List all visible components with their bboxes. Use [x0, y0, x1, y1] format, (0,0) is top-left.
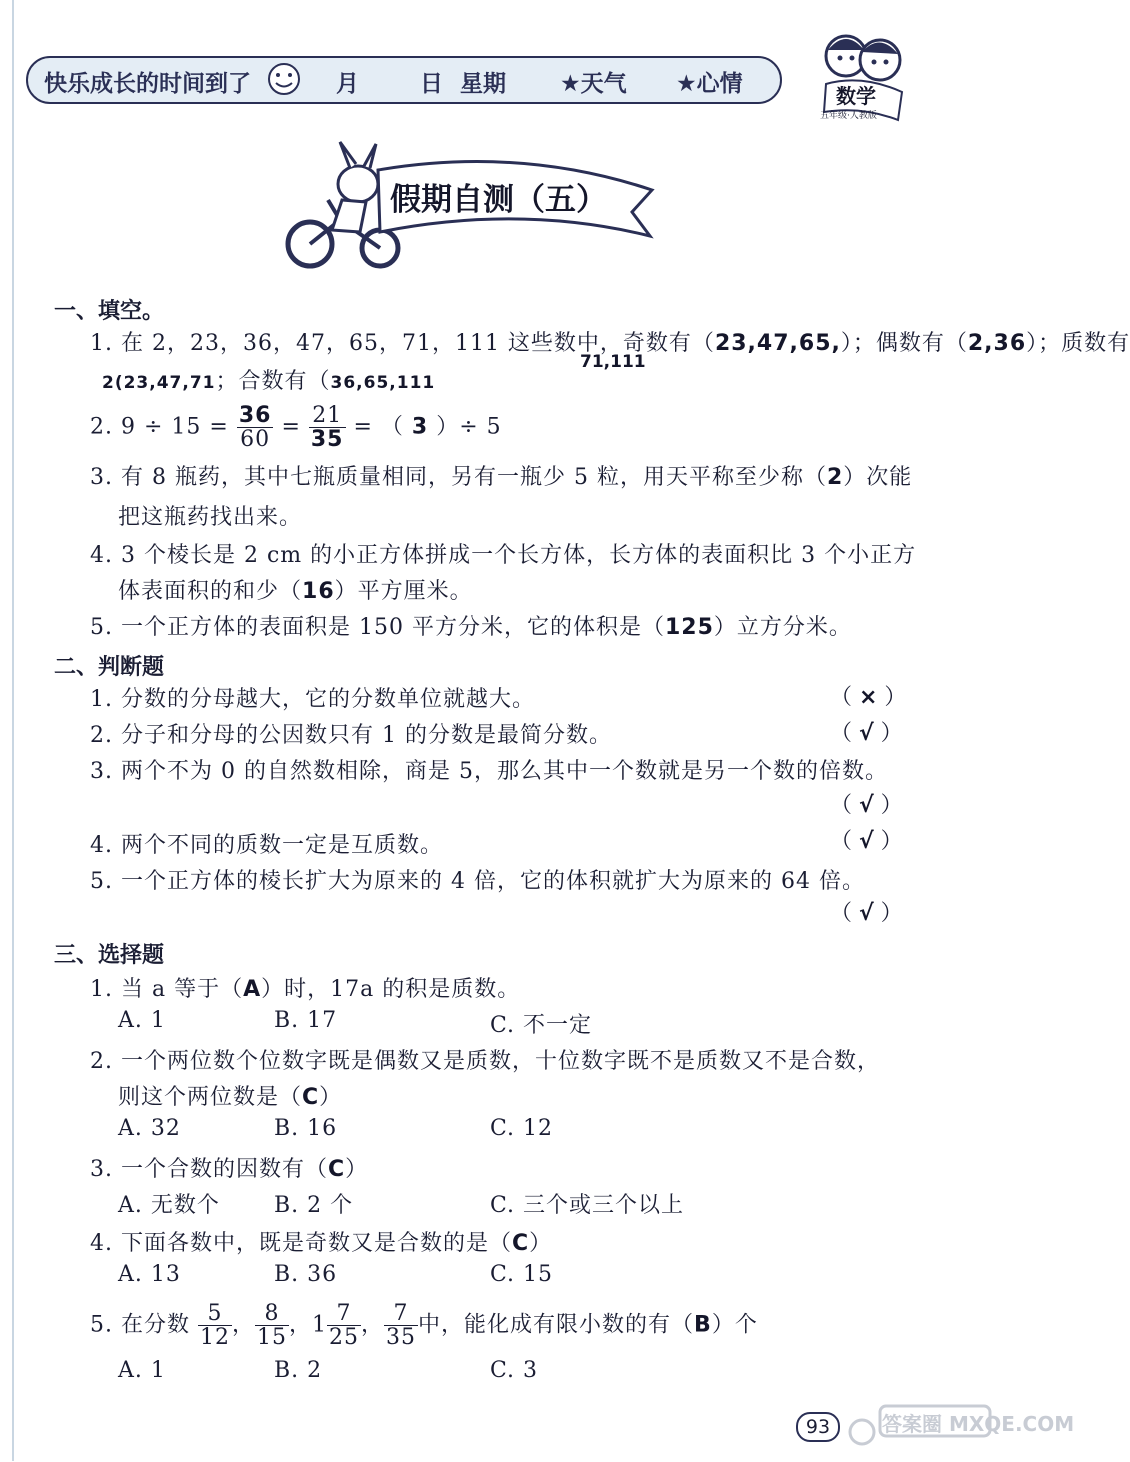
fill-q1-text-c: ）；质数有 — [1026, 331, 1130, 356]
page-edge-rule — [12, 0, 14, 1461]
judge-item-2-mark: √ — [859, 721, 874, 746]
fill-q2-tail: ÷ 5 — [459, 414, 502, 440]
choice-q1-answer: A — [243, 977, 262, 1002]
choice-q2-line2 — [118, 1080, 342, 1111]
choice-q3-option-c: C. 三个或三个以上 — [490, 1193, 685, 1218]
section-choice-heading: 三、选择题 — [54, 943, 165, 968]
choice-q5-fraction-1 — [198, 1302, 232, 1349]
banner-text: 快乐成长的时间到了 — [44, 71, 251, 97]
judge-item-1-text: 1. 分数的分母越大，它的分数单位就越大。 — [90, 687, 535, 712]
subject-subtitle: 五年级·人教版 — [820, 111, 877, 121]
fill-q4-text-a: 体表面积的和少（ — [118, 579, 303, 604]
fill-q3-line1 — [90, 460, 912, 491]
fill-q5-answer: 125 — [664, 615, 714, 640]
section-fill-heading: 一、填空。 — [54, 299, 165, 324]
page-title: 假期自测（五） — [390, 182, 607, 218]
choice-q5-text-b: 中，能化成有限小数的有（ — [418, 1312, 695, 1338]
subject-title: 数学 — [836, 84, 876, 108]
fill-q1-odd-answer: 23,47,65, — [714, 331, 841, 356]
choice-q3 — [90, 1152, 368, 1183]
choice-q2-option-c: C. 12 — [490, 1116, 554, 1141]
fill-q2-num1: 36 — [238, 403, 272, 428]
judge-item-2-answer: （ √ ） — [830, 721, 903, 746]
fill-q1-even-answer: 2,36 — [967, 331, 1027, 356]
choice-q5-text-c: ）个 — [711, 1312, 758, 1338]
weekday-label: 星期 — [460, 71, 506, 97]
fill-q2-den1: 60 — [240, 427, 271, 453]
choice-q4-answer: C — [512, 1231, 530, 1256]
fill-q4-answer: 16 — [302, 579, 335, 604]
choice-q5-f4-den: 35 — [386, 1325, 417, 1351]
choice-q2-option-a: A. 32 — [118, 1116, 181, 1141]
fill-q2-fraction-2 — [309, 404, 346, 451]
choice-q1-text-b: ）时，17a 的积是质数。 — [261, 977, 521, 1002]
choice-q1 — [90, 972, 520, 1003]
choice-q3-answer: C — [327, 1157, 346, 1182]
choice-q5-option-c: C. 3 — [490, 1358, 539, 1383]
fill-q1-text-d: ；合数有（ — [215, 369, 331, 394]
fill-q4-line2 — [118, 574, 473, 605]
fill-q2: 2. 9 ÷ 15 = $\frac{36}{60}$ = $\frac{21}{35}$ = （ 3 ）÷ 5 — [90, 403, 502, 453]
judge-item-3-answer: （ √ ） — [830, 793, 903, 818]
judge-item-5-mark: √ — [859, 901, 874, 926]
choice-q5-f2-num: 8 — [255, 1302, 289, 1326]
smiley-icon — [264, 60, 304, 104]
choice-q4-option-c: C. 15 — [490, 1262, 554, 1287]
choice-q1-text-a: 1. 当 a 等于（ — [90, 977, 244, 1002]
choice-q5-fraction-3 — [327, 1302, 361, 1349]
fill-q5-text-b: ）立方分米。 — [713, 615, 852, 640]
choice-q2-option-b: B. 16 — [274, 1116, 338, 1141]
judge-item-2-text: 2. 分子和分母的公因数只有 1 的分数是最简分数。 — [90, 723, 612, 748]
choice-q4-option-a: A. 13 — [118, 1262, 181, 1287]
choice-q5-f1-den: 12 — [199, 1325, 230, 1351]
watermark-text: 答案圈 MXQE.COM — [882, 1412, 1075, 1436]
header-banner — [26, 56, 782, 104]
choice-q2-line1: 2. 一个两位数个位数字既是偶数又是质数，十位数字既不是质数又不是合数， — [90, 1049, 880, 1074]
fill-q3-line2: 把这瓶药找出来。 — [118, 505, 303, 530]
section-judge-heading: 二、判断题 — [54, 655, 165, 680]
fill-q1-composite-answer: 36,65,111 — [330, 373, 436, 393]
choice-q2-text-a: 则这个两位数是（ — [118, 1085, 303, 1110]
judge-item-5-text: 5. 一个正方体的棱长扩大为原来的 4 倍，它的体积就扩大为原来的 64 倍。 — [90, 869, 865, 894]
choice-q5-answer: B — [694, 1312, 712, 1338]
choice-q1-option-b: B. 17 — [274, 1008, 338, 1033]
judge-item-3-text: 3. 两个不为 0 的自然数相除，商是 5，那么其中一个数就是另一个数的倍数。 — [90, 759, 888, 784]
fill-q1-text-a: 1. 在 2，23，36，47，65，71，111 这些数中，奇数有（ — [90, 331, 715, 356]
choice-q4 — [90, 1226, 552, 1257]
judge-item-4-answer: （ √ ） — [830, 829, 903, 854]
choice-q3-text-b: ） — [345, 1157, 369, 1182]
page-number: 93 — [796, 1412, 840, 1442]
judge-item-1-mark: × — [859, 685, 878, 710]
day-label: 日 — [420, 71, 443, 97]
fill-q2-text: 2. 9 ÷ 15 = — [90, 414, 229, 440]
watermark — [846, 1398, 1075, 1458]
fill-q3-text-end: ）次能 — [843, 465, 913, 490]
judge-item-1-answer: （ × ） — [830, 685, 907, 710]
judge-item-5-answer: （ √ ） — [830, 901, 903, 926]
choice-q5-fraction-4 — [384, 1302, 418, 1349]
weather-label: ★天气 — [560, 71, 627, 97]
fill-q3-text: 3. 有 8 瓶药，其中七瓶质量相同，另有一瓶少 5 粒，用天平称至少称（ — [90, 465, 827, 490]
mood-label: ★心情 — [676, 71, 743, 97]
fill-q4-text-b: ）平方厘米。 — [334, 579, 473, 604]
fill-q2-fraction-1 — [237, 404, 274, 451]
choice-q4-text-a: 4. 下面各数中，既是奇数又是合数的是（ — [90, 1231, 512, 1256]
fill-q1-prime-answer: 2(23,47,71 — [102, 373, 216, 393]
choice-q5-f1-num: 5 — [198, 1302, 232, 1326]
fill-q5-text-a: 5. 一个正方体的表面积是 150 平方分米，它的体积是（ — [90, 615, 665, 640]
choice-q5-f4-num: 7 — [384, 1302, 418, 1326]
fill-q2-answer-3: 3 — [411, 414, 429, 440]
month-label: 月 — [336, 71, 359, 97]
judge-item-4-text: 4. 两个不同的质数一定是互质数。 — [90, 833, 443, 858]
fill-q5 — [90, 610, 852, 641]
choice-q5-option-b: B. 2 — [274, 1358, 323, 1383]
choice-q5-f3-den: 25 — [329, 1325, 360, 1351]
fill-q1-line2 — [102, 364, 435, 395]
choice-q5: 5. 在分数 $\frac{5}{12}$ ， $\frac{8}{15}$ ，1 $\frac{7}{25}$ ， $\frac{7}{35}$ 中，能化成有限小数的有（B）个 — [90, 1301, 758, 1351]
choice-q5-f3-num: 7 — [327, 1302, 361, 1326]
choice-q5-f2-den: 15 — [257, 1325, 287, 1351]
subject-badge — [806, 26, 918, 126]
choice-q2-text-b: ） — [319, 1085, 343, 1110]
fill-q2-num2: 21 — [309, 404, 346, 428]
title-banner — [280, 140, 670, 270]
choice-q5-fraction-2 — [255, 1302, 289, 1349]
choice-q5-text-a: 5. 在分数 — [90, 1312, 190, 1338]
judge-item-4-mark: √ — [859, 829, 874, 854]
choice-q5-option-a: A. 1 — [118, 1358, 166, 1383]
fill-q2-den2: 35 — [310, 427, 344, 453]
choice-q4-text-b: ） — [529, 1231, 553, 1256]
fill-q1-text-b: ）；偶数有（ — [840, 331, 968, 356]
choice-q3-option-b: B. 2 个 — [274, 1193, 354, 1218]
fill-q3-answer: 2 — [826, 465, 844, 490]
fill-q1-odd-answer-2: 71,111 — [580, 352, 646, 372]
choice-q1-option-c: C. 不一定 — [490, 1013, 593, 1038]
choice-q3-text-a: 3. 一个合数的因数有（ — [90, 1157, 328, 1182]
choice-q3-option-a: A. 无数个 — [118, 1193, 220, 1218]
judge-item-3-mark: √ — [859, 793, 874, 818]
choice-q2-answer: C — [302, 1085, 320, 1110]
fill-q4-line1: 4. 3 个棱长是 2 cm 的小正方体拼成一个长方体，长方体的表面积比 3 个小正方 — [90, 543, 917, 568]
choice-q4-option-b: B. 36 — [274, 1262, 338, 1287]
choice-q1-option-a: A. 1 — [118, 1008, 166, 1033]
choice-q5-whole: 1 — [312, 1312, 328, 1338]
